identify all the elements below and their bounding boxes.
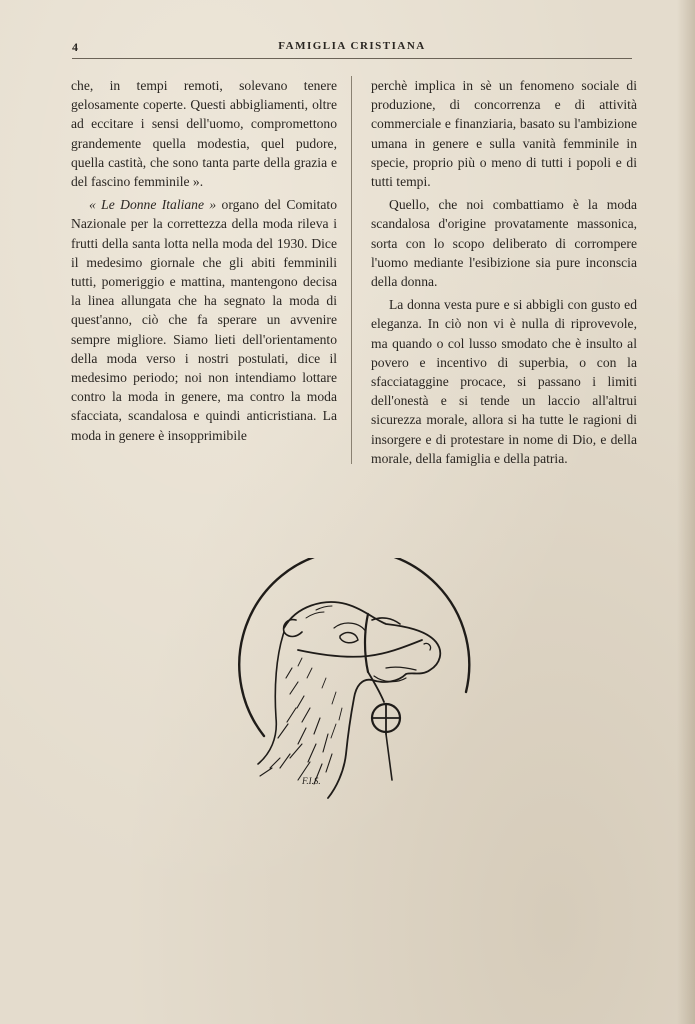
header-rule [72, 58, 632, 59]
right-paragraph-3: La donna vesta pure e si abbigli con gusto ed eleganza. In ciò non vi è nulla di riprovevole, ma quando o col lusso smodato che è insulto al povero e incentivo di superbia, o con la sfacciataggine procace, si passano i limiti dell'onestà e si tende un laccio all'altrui sicurezza morale, allora si ha tutte le ragioni di insorgere e di protestare in nome di Dio, e della morale, della famiglia e della patria. [371, 297, 637, 466]
right-paragraph-1: perchè implica in sè un fenomeno sociale di produzione, di concorrenza e di attività commerciale e finanziaria, basato su l'ambizione umana in genere e sulla vanità femminile in specie, proprio più o meno di tutti i popoli e di tutti tempi. [371, 78, 637, 190]
running-title: FAMIGLIA CRISTIANA [278, 40, 426, 52]
column-divider [351, 76, 352, 464]
page-header [72, 38, 632, 60]
right-column [371, 76, 637, 468]
camel-head-illustration [236, 558, 472, 802]
left-paragraph-2-text: organo del Comitato Nazionale per la correttezza della moda rileva i frutti della santa lotta nella moda del 1930. Dice il medesimo giornale che gli abiti femminili tutti, pomeriggio e mattina, mantengono decisa la linea allungata che ha segnato la moda di quest'anno, ciò che fa sperare un avvenire sempre migliore. Siamo lieti dell'orientamento della moda verso i nostri postulati, dice il medesimo periodo; noi non intendiamo lottare contro la moda in genere, ma contro la moda sfacciata, scandalosa e quindi anticristiana. La moda in genere è insopprimibile [71, 197, 337, 443]
left-paragraph-2 [71, 195, 337, 445]
publication-title: « Le Donne Italiane » [89, 197, 217, 213]
right-paragraph-2: Quello, che noi combattiamo è la moda scandalosa d'origine provatamente massonica, sorta con lo scopo deliberato di corrompere l'uomo mediante l'esibizione sia pure inconscia della donna. [371, 197, 637, 290]
left-column [71, 76, 337, 445]
artist-signature: F.I.S. [302, 776, 321, 786]
page-number: 4 [72, 40, 78, 54]
left-paragraph-1: che, in tempi remoti, solevano tenere gelosamente coperte. Questi abbigliamenti, oltre ad eccitare i sensi dell'uomo, compromettono grandemente quella modestia, quel pudore, quella castità, che sono tanta parte della grazia e del fascino femminile ». [71, 78, 337, 190]
